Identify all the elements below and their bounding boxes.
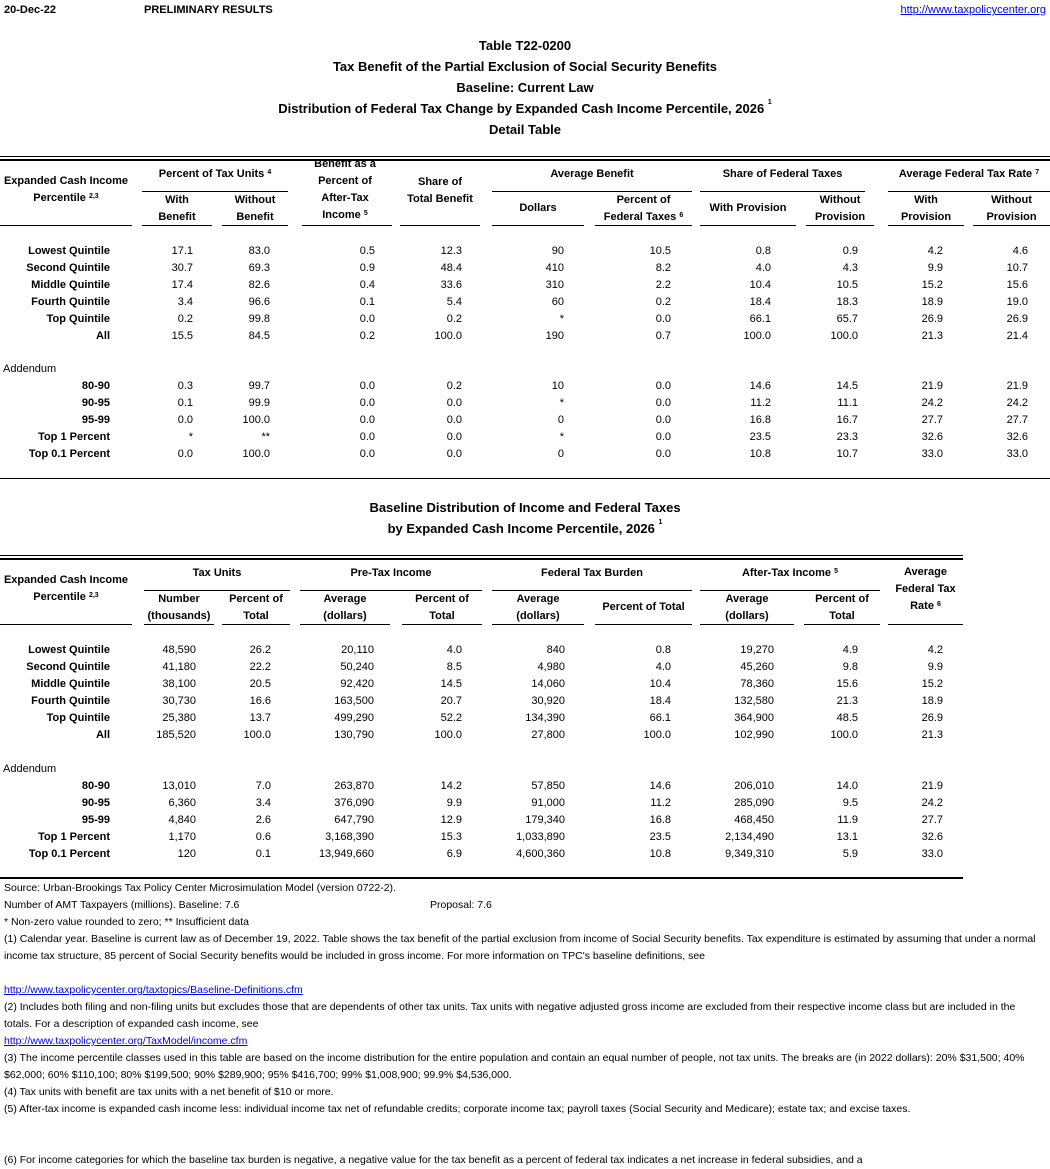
footnote-4: (4) Tax units with benefit are tax units with a net benefit of $10 or more. [4, 1086, 334, 1098]
table-cell: 90 [551, 245, 564, 257]
table-cell: 18.4 [749, 296, 771, 308]
table-cell: 24.2 [921, 397, 943, 409]
table-cell: 69.3 [248, 262, 270, 274]
table-cell: 65.7 [836, 313, 858, 325]
table-cell: 23.5 [649, 831, 671, 843]
table-cell: 27.7 [1006, 414, 1028, 426]
table-cell: 15.6 [836, 678, 858, 690]
table-cell: 4,600,360 [516, 848, 565, 860]
col-group-pct-tax-units: Percent of Tax Units $^4$ [158, 168, 272, 180]
row-label: Top 0.1 Percent [28, 448, 110, 460]
table-cell: 20,110 [341, 644, 374, 656]
table-cell: 21.9 [921, 780, 943, 792]
table-cell: 0.1 [255, 848, 271, 860]
table-cell: 14.6 [749, 380, 771, 392]
table-cell: 0.9 [842, 245, 858, 257]
row-label: 90-95 [81, 397, 110, 409]
table-cell: 0.6 [255, 831, 271, 843]
legend-note: * Non-zero value rounded to zero; ** Insufficient data [4, 916, 249, 928]
table-cell: 24.2 [1006, 397, 1028, 409]
table-cell: 33.0 [921, 848, 943, 860]
table-cell: 10.5 [836, 279, 858, 291]
table-cell: 27,800 [531, 729, 565, 741]
table-cell: 0.0 [359, 431, 375, 443]
table-cell: 0.5 [359, 245, 375, 257]
row-label: Second Quintile [26, 661, 110, 673]
table-cell: 91,000 [531, 797, 565, 809]
table-cell: 2.6 [255, 814, 271, 826]
table-cell: 0.9 [359, 262, 375, 274]
table-cell: 99.9 [248, 397, 270, 409]
table-cell: 13.1 [836, 831, 858, 843]
table-detail-label: Detail Table [488, 122, 561, 137]
report-date: 20-Dec-22 [4, 4, 56, 16]
table-cell: 0.0 [655, 380, 671, 392]
table-cell: 0.0 [655, 448, 671, 460]
income-definition-link[interactable]: http://www.taxpolicycenter.org/TaxModel/income.cfm [4, 1035, 248, 1047]
table-cell: 0.7 [655, 330, 671, 342]
table-cell: 27.7 [921, 414, 943, 426]
table-cell: 33.6 [440, 279, 462, 291]
table-cell: 102,990 [734, 729, 774, 741]
table-cell: 190 [545, 330, 564, 342]
row-label: Lowest Quintile [28, 245, 110, 257]
table-cell: 4,840 [168, 814, 196, 826]
table-cell: 41,180 [162, 661, 196, 673]
table-cell: 15.2 [921, 279, 943, 291]
amt-note: Number of AMT Taxpayers (millions). Baseline: 7.6 [4, 899, 240, 911]
col-header-burden-pct: Percent of Total [602, 601, 685, 613]
table-cell: 4.3 [842, 262, 858, 274]
table-cell: 16.7 [836, 414, 858, 426]
col-header-units-pct: Percent of Total [229, 593, 283, 622]
table-cell: 21.4 [1006, 330, 1028, 342]
col-header-rate-with: With Provision [900, 194, 952, 223]
row-label: Top Quintile [46, 313, 110, 325]
table-cell: 4.0 [655, 661, 671, 673]
table-cell: 9.8 [842, 661, 858, 673]
table-cell: 364,900 [734, 712, 774, 724]
table-cell: 263,870 [334, 780, 374, 792]
table-cell: 0.1 [177, 397, 193, 409]
table-cell: 4.9 [842, 644, 858, 656]
table-cell: 19,270 [740, 644, 774, 656]
table-cell: 25,380 [162, 712, 196, 724]
table-cell: 52.2 [440, 712, 462, 724]
table-baseline: Baseline: Current Law [456, 80, 594, 95]
table-cell: 0.0 [359, 414, 375, 426]
footnote-3: (3) The income percentile classes used in this table are based on the income distribution for the entire population and contain an equal number of people, not tax units. The breaks are (in 2022 dollars): 20% $31,500; 40% $62,000; 60% $110,100; 80% $199,500; 90% $289,900; 95% $416,700; 99% $1,008,900; 99.9% $4,536,000. [4, 1052, 1025, 1081]
table-cell: * [559, 313, 564, 325]
table-cell: 84.5 [248, 330, 270, 342]
addendum-label: Addendum [3, 363, 57, 375]
table-cell: 647,790 [334, 814, 374, 826]
table-cell: 10.4 [749, 279, 771, 291]
table-cell: 26.9 [1006, 313, 1028, 325]
row-label: 95-99 [81, 814, 110, 826]
table-cell: 0.0 [655, 313, 671, 325]
table-cell: * [559, 397, 564, 409]
table-cell: 2,134,490 [725, 831, 774, 843]
table-cell: 17.1 [171, 245, 193, 257]
table-cell: 0.2 [655, 296, 671, 308]
table-cell: 48,590 [162, 644, 196, 656]
row-label: 90-95 [81, 797, 110, 809]
table-cell: 10.7 [1006, 262, 1028, 274]
row-label: Top 1 Percent [38, 431, 110, 443]
table-cell: 15.3 [440, 831, 462, 843]
table-cell: 21.3 [921, 330, 943, 342]
table-cell: 9,349,310 [725, 848, 774, 860]
table-cell: 0.2 [446, 380, 462, 392]
addendum-label: Addendum [3, 763, 57, 775]
table-cell: 11.1 [837, 397, 858, 409]
report-status: PRELIMINARY RESULTS [144, 4, 273, 16]
table-cell: 4,980 [537, 661, 565, 673]
table-cell: 120 [177, 848, 196, 860]
table-cell: 0.8 [755, 245, 771, 257]
table-cell: 38,100 [162, 678, 196, 690]
col-header-pct-federal-taxes: Percent of Federal Taxes $^6$ [603, 194, 684, 223]
table-cell: 134,390 [525, 712, 565, 724]
table-cell: 15.5 [171, 330, 193, 342]
col-header-dollars: Dollars [519, 202, 557, 214]
table-cell: 32.6 [921, 831, 943, 843]
table-cell: 0.0 [446, 431, 462, 443]
table-cell: 6.9 [446, 848, 462, 860]
table-cell: 96.6 [248, 296, 270, 308]
table-cell: 163,500 [334, 695, 374, 707]
table-cell: 132,580 [734, 695, 774, 707]
table-cell: 14.2 [440, 780, 462, 792]
table-cell: 0.0 [446, 448, 462, 460]
table-cell: 179,340 [525, 814, 565, 826]
table-cell: 33.0 [921, 448, 943, 460]
table-cell: 0.0 [359, 380, 375, 392]
table-cell: 16.8 [749, 414, 771, 426]
table-cell: 12.9 [440, 814, 462, 826]
table-cell: 10.7 [836, 448, 858, 460]
table-cell: 23.5 [749, 431, 771, 443]
table-cell: 10.8 [749, 448, 771, 460]
table-cell: 100.0 [830, 729, 858, 741]
table-cell: 12.3 [440, 245, 462, 257]
table-cell: 30,730 [162, 695, 196, 707]
row-label: Lowest Quintile [28, 644, 110, 656]
table-cell: 8.5 [446, 661, 462, 673]
row-label: Fourth Quintile [31, 296, 110, 308]
col-group-tax-units: Tax Units [192, 567, 242, 579]
row-label: Fourth Quintile [31, 695, 110, 707]
table-cell: 0.0 [177, 448, 193, 460]
table-cell: 100.0 [830, 330, 858, 342]
row-label: 95-99 [81, 414, 110, 426]
row-label: Top 0.1 Percent [28, 848, 110, 860]
table-id: Table T22-0200 [478, 38, 572, 53]
row-label: Middle Quintile [31, 279, 110, 291]
table-cell: 9.9 [927, 661, 943, 673]
table-cell: 14.6 [649, 780, 671, 792]
col-header-pretax-pct: Percent of Total [415, 593, 469, 622]
table-cell: 499,290 [334, 712, 374, 724]
table-cell: 100.0 [242, 448, 270, 460]
table-cell: 7.0 [255, 780, 271, 792]
table-cell: 6,360 [168, 797, 196, 809]
table-cell: 66.1 [749, 313, 771, 325]
table-cell: 48.4 [440, 262, 462, 274]
row-label: 80-90 [81, 380, 110, 392]
table-cell: 83.0 [248, 245, 270, 257]
table-cell: 15.6 [1006, 279, 1028, 291]
table-cell: 0.0 [446, 397, 462, 409]
col-header-share-total-benefit: Share of Total Benefit [407, 176, 473, 205]
table-cell: * [559, 431, 564, 443]
col-header-percentile: Expanded Cash Income Percentile $^{2,3}$ [3, 175, 129, 204]
table-cell: 0.0 [359, 448, 375, 460]
table-cell: 9.9 [927, 262, 943, 274]
table-cell: 48.5 [836, 712, 858, 724]
table-cell: 8.2 [655, 262, 671, 274]
table-cell: 13,949,660 [318, 848, 374, 860]
table-cell: 376,090 [334, 797, 374, 809]
col-header-number: Number (thousands) [147, 593, 211, 622]
table-cell: 16.6 [249, 695, 271, 707]
table-cell: 4.2 [927, 245, 943, 257]
table-cell: 17.4 [171, 279, 193, 291]
table-cell: 0.0 [655, 414, 671, 426]
table-cell: 0.8 [655, 644, 671, 656]
table-cell: 78,360 [740, 678, 774, 690]
col-group-average-benefit: Average Benefit [550, 168, 634, 180]
table-cell: 840 [546, 644, 565, 656]
table-cell: 26.2 [249, 644, 271, 656]
col-group-share-federal-taxes: Share of Federal Taxes [722, 168, 843, 180]
table-cell: ** [261, 431, 270, 443]
col-group-federal-burden: Federal Tax Burden [541, 567, 643, 579]
table-cell: 60 [551, 296, 564, 308]
tpc-website-link[interactable]: http://www.taxpolicycenter.org [900, 4, 1046, 16]
table-cell: 19.0 [1006, 296, 1028, 308]
row-label: All [95, 330, 110, 342]
table-cell: 1,170 [168, 831, 196, 843]
row-label: Middle Quintile [31, 678, 110, 690]
table-cell: 0.0 [446, 414, 462, 426]
col-header-burden-avg: Average (dollars) [516, 593, 560, 622]
table-cell: 100.0 [242, 414, 270, 426]
table-title: Tax Benefit of the Partial Exclusion of Social Security Benefits [332, 59, 718, 74]
table-cell: 0 [557, 448, 564, 460]
table-cell: 0.2 [359, 330, 375, 342]
table-cell: 27.7 [921, 814, 943, 826]
table-cell: 14.5 [836, 380, 858, 392]
table-cell: 20.7 [440, 695, 462, 707]
footnote-2: (2) Includes both filing and non-filing units but excludes those that are dependents of other tax units. Tax units with negative adjusted gross income are excluded from their respective income class but are included in the totals. For a description of expanded cash income, see [4, 1001, 1016, 1030]
baseline-table-subtitle: by Expanded Cash Income Percentile, 2026 $^1$ [387, 519, 663, 536]
row-label: Top 1 Percent [38, 831, 110, 843]
table-cell: 20.5 [249, 678, 271, 690]
table-cell: 410 [545, 262, 564, 274]
table-cell: 0.0 [359, 313, 375, 325]
col-header-benefit-pct-aftertax: Benefit as a Percent of After-Tax Income $^5$ [314, 158, 376, 221]
footnote-5: (5) After-tax income is expanded cash income less: individual income tax net of refundable credits; corporate income tax; payroll taxes (Social Security and Medicare); estate tax; and excise taxes. [4, 1103, 911, 1115]
source-note: Source: Urban-Brookings Tax Policy Center Microsimulation Model (version 0722-2). [4, 882, 396, 894]
table-cell: 99.7 [248, 380, 270, 392]
table-cell: 9.9 [446, 797, 462, 809]
table-cell: 14,060 [531, 678, 565, 690]
row-label: Top Quintile [46, 712, 110, 724]
table-cell: 0.1 [359, 296, 375, 308]
table-cell: 3,168,390 [325, 831, 374, 843]
table-cell: 21.3 [921, 729, 943, 741]
table-cell: 0.2 [177, 313, 193, 325]
table-cell: 9.5 [842, 797, 858, 809]
table-cell: 0.2 [446, 313, 462, 325]
table-cell: 130,790 [334, 729, 374, 741]
table-cell: 285,090 [734, 797, 774, 809]
table-cell: 66.1 [649, 712, 671, 724]
table-cell: 13.7 [249, 712, 271, 724]
table-cell: 0.0 [655, 397, 671, 409]
table-cell: 50,240 [340, 661, 374, 673]
col-header-without-provision: Without Provision [814, 194, 866, 223]
table-cell: 468,450 [734, 814, 774, 826]
table-cell: 2.2 [655, 279, 671, 291]
footnote-1: (1) Calendar year. Baseline is current law as of December 19, 2022. Table shows the tax benefit of the partial exclusion from income of Social Security benefits. Tax expenditure is estimated by assuming that under a normal income tax structure, 85 percent of Social Security benefits would be included in gross income. For more information on TPC's baseline definitions, see [4, 933, 1036, 962]
table-cell: 26.9 [921, 313, 943, 325]
col-header-percentile-2: Expanded Cash Income Percentile $^{2,3}$ [3, 574, 129, 603]
table-cell: 16.8 [649, 814, 671, 826]
col-header-avg-fed-rate: Average Federal Tax Rate $^6$ [895, 566, 956, 612]
table-cell: 5.9 [842, 848, 858, 860]
table-cell: 1,033,890 [516, 831, 565, 843]
table-cell: 100.0 [743, 330, 771, 342]
table-cell: 15.2 [921, 678, 943, 690]
table-cell: 0.4 [359, 279, 375, 291]
table-cell: 3.4 [177, 296, 193, 308]
table-cell: 10.4 [649, 678, 671, 690]
col-group-pretax: Pre-Tax Income [350, 567, 432, 579]
table-cell: 0.0 [655, 431, 671, 443]
table-cell: 18.3 [836, 296, 858, 308]
col-group-aftertax: After-Tax Income $^5$ [741, 567, 838, 579]
table-cell: 10.8 [649, 848, 671, 860]
table-cell: 92,420 [340, 678, 374, 690]
table-cell: 14.5 [440, 678, 462, 690]
table-cell: 32.6 [921, 431, 943, 443]
col-header-with-provision: With Provision [709, 202, 787, 214]
table-subtitle: Distribution of Federal Tax Change by Expanded Cash Income Percentile, 2026 $^1$ [278, 99, 772, 116]
table-cell: 10 [551, 380, 564, 392]
table-cell: 0.0 [359, 397, 375, 409]
table-cell: 14.0 [836, 780, 858, 792]
table-cell: 32.6 [1006, 431, 1028, 443]
col-group-average-rate: Average Federal Tax Rate $^7$ [898, 168, 1040, 180]
table-cell: 4.0 [446, 644, 462, 656]
col-header-rate-without: Without Provision [986, 194, 1037, 223]
table-cell: 4.0 [755, 262, 771, 274]
table-cell: 100.0 [434, 330, 462, 342]
table-cell: 0 [557, 414, 564, 426]
col-header-aftertax-avg: Average (dollars) [725, 593, 769, 622]
table-cell: 11.2 [650, 797, 671, 809]
col-header-aftertax-pct: Percent of Total [815, 593, 869, 622]
row-label: 80-90 [81, 780, 110, 792]
table-cell: 57,850 [531, 780, 565, 792]
table-cell: 0.3 [177, 380, 193, 392]
table-cell: 206,010 [734, 780, 774, 792]
table-cell: * [188, 431, 193, 443]
table-cell: 11.2 [750, 397, 771, 409]
table-cell: 4.6 [1012, 245, 1028, 257]
row-label: Second Quintile [26, 262, 110, 274]
table-cell: 3.4 [255, 797, 271, 809]
table-cell: 30,920 [531, 695, 565, 707]
table-cell: 21.9 [921, 380, 943, 392]
table-cell: 100.0 [643, 729, 671, 741]
table-cell: 30.7 [171, 262, 193, 274]
baseline-definitions-link[interactable]: http://www.taxpolicycenter.org/taxtopics/Baseline-Definitions.cfm [4, 984, 303, 996]
table-cell: 10.5 [649, 245, 671, 257]
table-cell: 18.9 [921, 296, 943, 308]
table-cell: 18.9 [921, 695, 943, 707]
col-header-without-benefit: Without Benefit [234, 194, 276, 223]
table-cell: 18.4 [649, 695, 671, 707]
table-cell: 0.0 [177, 414, 193, 426]
table-cell: 33.0 [1006, 448, 1028, 460]
table-cell: 100.0 [434, 729, 462, 741]
table-cell: 5.4 [446, 296, 462, 308]
col-header-with-benefit: With Benefit [158, 194, 196, 223]
table-cell: 13,010 [162, 780, 196, 792]
amt-proposal-note: Proposal: 7.6 [430, 899, 492, 911]
table-cell: 21.9 [1006, 380, 1028, 392]
table-cell: 24.2 [921, 797, 943, 809]
table-cell: 99.8 [248, 313, 270, 325]
col-header-pretax-avg: Average (dollars) [323, 593, 367, 622]
table-cell: 26.9 [921, 712, 943, 724]
footnote-6: (6) For income categories for which the baseline tax burden is negative, a negative value for the tax benefit as a percent of federal tax indicates a net increase in federal subsidies, and a [4, 1154, 863, 1166]
table-cell: 4.2 [927, 644, 943, 656]
table-cell: 22.2 [249, 661, 271, 673]
table-cell: 310 [545, 279, 564, 291]
table-cell: 100.0 [243, 729, 271, 741]
table-cell: 45,260 [740, 661, 774, 673]
row-label: All [95, 729, 110, 741]
baseline-table-title: Baseline Distribution of Income and Federal Taxes [369, 500, 681, 515]
table-cell: 23.3 [836, 431, 858, 443]
table-cell: 11.9 [837, 814, 858, 826]
table-cell: 21.3 [836, 695, 858, 707]
table-cell: 82.6 [248, 279, 270, 291]
table-cell: 185,520 [156, 729, 196, 741]
